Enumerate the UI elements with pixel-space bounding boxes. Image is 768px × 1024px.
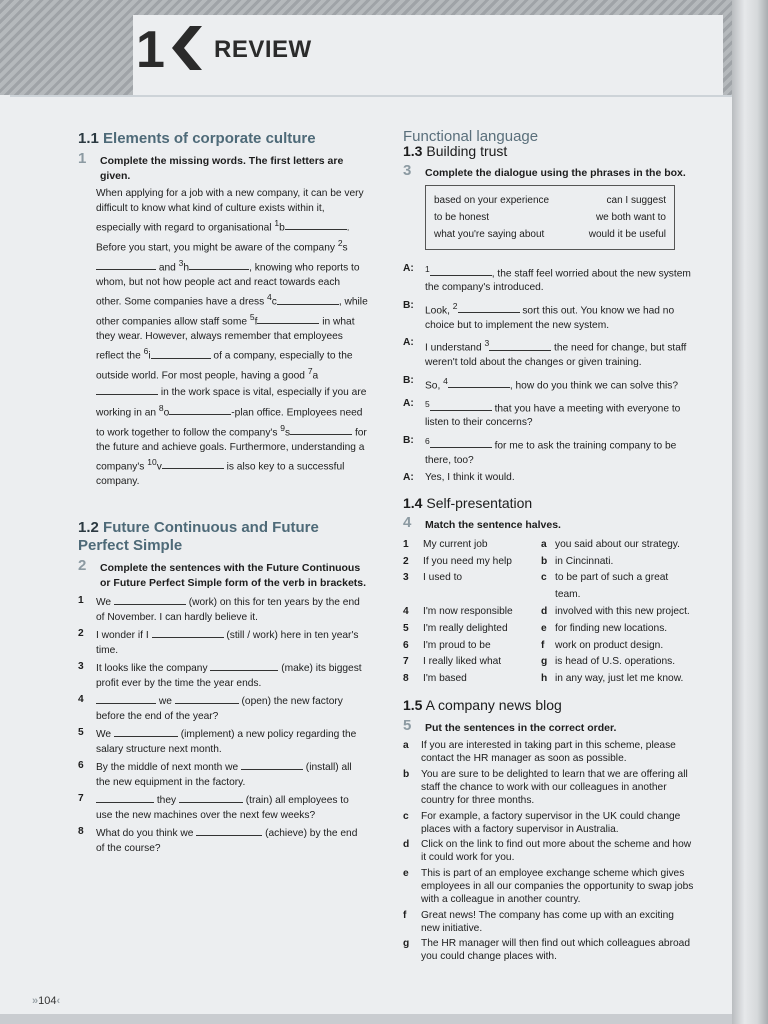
dialogue-line: B: Look, $^2$ sort this out. You know we had no choice but to implement the new system. (403, 299, 675, 331)
page-title: REVIEW (214, 36, 312, 63)
section-number: 1.1 (78, 130, 99, 147)
exercise-number: 3 (403, 162, 412, 179)
match-row: 7 I really liked what g is head of U.S. operations. (403, 656, 676, 668)
right-column (403, 130, 695, 966)
section-title-1-5 (403, 698, 695, 713)
exercise-instruction: Complete the missing words. The first letters are given. (100, 155, 344, 182)
dialogue-line: A: $^5$ that you have a meeting with everyone to listen to their concerns? (403, 397, 681, 429)
answer-blank[interactable] (448, 377, 510, 388)
exercise-number: 2 (78, 557, 87, 575)
section-number: 1.5 (403, 697, 423, 714)
answer-blank[interactable] (430, 400, 492, 411)
match-row: 6 I'm proud to be f work on product design. (403, 639, 664, 651)
section-number: 1.3 (403, 142, 423, 159)
header-divider (10, 95, 732, 97)
chevron-right-icon: » (32, 995, 39, 1007)
answer-blank[interactable] (152, 627, 224, 638)
book-gutter (732, 0, 768, 1024)
chevron-left-icon: ‹ (56, 995, 61, 1007)
list-item: f Great news! The company has come up with an exciting new initiative. (403, 909, 674, 934)
answer-blank[interactable] (151, 348, 211, 359)
answer-blank[interactable] (114, 726, 178, 737)
list-item: 7 they (train) all employees to use the new machines over the next few weeks? (78, 793, 349, 821)
match-row: 2 If you need my help b in Cincinnati. (403, 555, 614, 567)
page-number: »104‹ (32, 995, 61, 1007)
dialogue-line: B: $^6$ for me to ask the training company to be there, too? (403, 434, 677, 466)
answer-blank[interactable] (285, 219, 347, 230)
answer-blank[interactable] (114, 594, 186, 605)
list-item: d Click on the link to find out more about the scheme and how it could work for you. (403, 839, 692, 864)
match-row: 8 I'm based h in any way, just let me know. (403, 673, 684, 685)
answer-blank[interactable] (96, 259, 156, 270)
exercise-instruction: Complete the sentences with the Future Continuous or Future Perfect Simple form of the verb in brackets. (100, 562, 367, 589)
dialogue-line: A: Yes, I think it would. (403, 472, 515, 484)
exercise-5-heading (403, 716, 695, 736)
answer-blank[interactable] (96, 384, 158, 395)
exercise-3-heading (403, 162, 695, 181)
dialogue-line: A: $^1$ , the staff feel worried about the new system the company's introduced. (403, 262, 691, 294)
exercise-1-text: When applying for a job with a new company, it can be very difficult to know what kind of culture exists within it, especially with regard to organisational $^1$b . Before you start, you might be aware of the company $^2$s and $^3$h , knowing who reports to whom, but not how people act and react towards each other. Some companies have a dress $^4$c , while other companies allow staff some $^5$f in what they wear. However, always remember that employees reflect the $^6$i of a company, especially to the outside world. For most people, having a good $^7$a in the work space is vital, especially if you are working in an $^8$o -plan office. Employees need to work together to follow the company's $^9$s for the future and achieve goals. Furthermore, understanding a company's $^{10}$v is also key to a successful company. (96, 188, 368, 487)
section-title-1-2 (78, 519, 368, 555)
answer-blank[interactable] (257, 313, 319, 324)
section-number: 1.4 (403, 494, 423, 511)
dialogue (403, 262, 695, 486)
answer-blank[interactable] (241, 759, 303, 770)
answer-blank[interactable] (430, 265, 492, 276)
exercise-4-heading (403, 514, 695, 533)
section-title-1-1 (78, 130, 368, 148)
exercise-instruction: Complete the dialogue using the phrases in the box. (425, 167, 686, 179)
exercise-2-heading (78, 557, 368, 590)
dialogue-line: B: So, $^4$ , how do you think we can solve this? (403, 374, 679, 392)
answer-blank[interactable] (96, 693, 156, 704)
exercise-instruction: Put the sentences in the correct order. (425, 721, 617, 734)
list-item: 3 It looks like the company (make) its biggest profit ever by the time the year ends. (78, 661, 362, 689)
answer-blank[interactable] (290, 424, 352, 435)
phrase-box: based on your experience can I suggest to be honest we both want to what you're saying about would it be useful (425, 185, 675, 250)
answer-blank[interactable] (162, 458, 224, 469)
answer-blank[interactable] (96, 792, 154, 803)
section-title-1-4 (403, 496, 695, 511)
match-row: 3 I used to c to be part of such a great team. (403, 572, 669, 601)
dialogue-line: A: I understand $^3$ the need for change, but staff weren't told about the changes or given training. (403, 337, 687, 369)
functional-language-title: Functional language (403, 128, 539, 145)
list-item: 4 we (open) the new factory before the end of the year? (78, 694, 343, 722)
match-row: 4 I'm now responsible d involved with this new project. (403, 606, 690, 618)
order-list (403, 739, 695, 964)
list-item: 8 What do you think we (achieve) by the end of the course? (78, 826, 358, 854)
answer-blank[interactable] (179, 792, 243, 803)
exercise-number: 4 (403, 514, 412, 532)
answer-blank[interactable] (277, 294, 339, 305)
section-name: Elements of corporate culture (103, 130, 316, 147)
section-number: 1.2 (78, 519, 99, 537)
list-item: a If you are interested in taking part in this scheme, please contact the HR manager as soon as possible. (403, 740, 676, 765)
chevron-left-icon (172, 26, 206, 70)
answer-blank[interactable] (489, 340, 551, 351)
answer-blank[interactable] (430, 437, 492, 448)
chapter-number: 1 (136, 21, 165, 79)
exercise-2-list (78, 594, 368, 856)
list-item: 6 By the middle of next month we (install) all the new equipment in the factory. (78, 760, 352, 788)
list-item: b You are sure to be delighted to learn that we are offering all staff the chance to work with our colleagues in another country for three months. (403, 768, 688, 807)
answer-blank[interactable] (210, 660, 278, 671)
list-item: g The HR manager will then find out which colleagues abroad you could change places with. (403, 938, 690, 963)
list-item: c For example, a factory supervisor in the UK could change places with a factory supervisor in Australia. (403, 810, 681, 835)
list-item: 2 I wonder if I (still / work) here in ten year's time. (78, 628, 359, 656)
exercise-instruction: Match the sentence halves. (425, 519, 561, 532)
list-item: 1 We (work) on this for ten years by the end of November. I can hardly believe it. (78, 595, 360, 623)
section-name: Building trust (426, 142, 508, 159)
match-list (403, 537, 695, 688)
match-row: 5 I'm really delighted e for finding new locations. (403, 622, 668, 634)
list-item: 5 We (implement) a new policy regarding the salary structure next month. (78, 727, 357, 755)
left-column (78, 130, 368, 858)
section-name: Future Continuous and Future Perfect Simple (78, 519, 319, 555)
footer-band (0, 1014, 732, 1024)
list-item: e This is part of an employee exchange scheme which gives employees in all our companies the opportunity to swap jobs with a colleague in another country. (403, 867, 694, 906)
section-name: A company news blog (425, 697, 562, 714)
answer-blank[interactable] (175, 693, 239, 704)
answer-blank[interactable] (189, 259, 249, 270)
section-name: Self-presentation (426, 494, 533, 511)
answer-blank[interactable] (169, 404, 231, 415)
exercise-number: 1 (78, 150, 87, 167)
exercise-number: 5 (403, 716, 412, 734)
answer-blank[interactable] (196, 825, 262, 836)
exercise-1-heading (78, 150, 368, 183)
answer-blank[interactable] (458, 302, 520, 313)
match-row: 1 My current job a you said about our strategy. (403, 538, 680, 550)
section-title-1-3 (403, 144, 695, 159)
